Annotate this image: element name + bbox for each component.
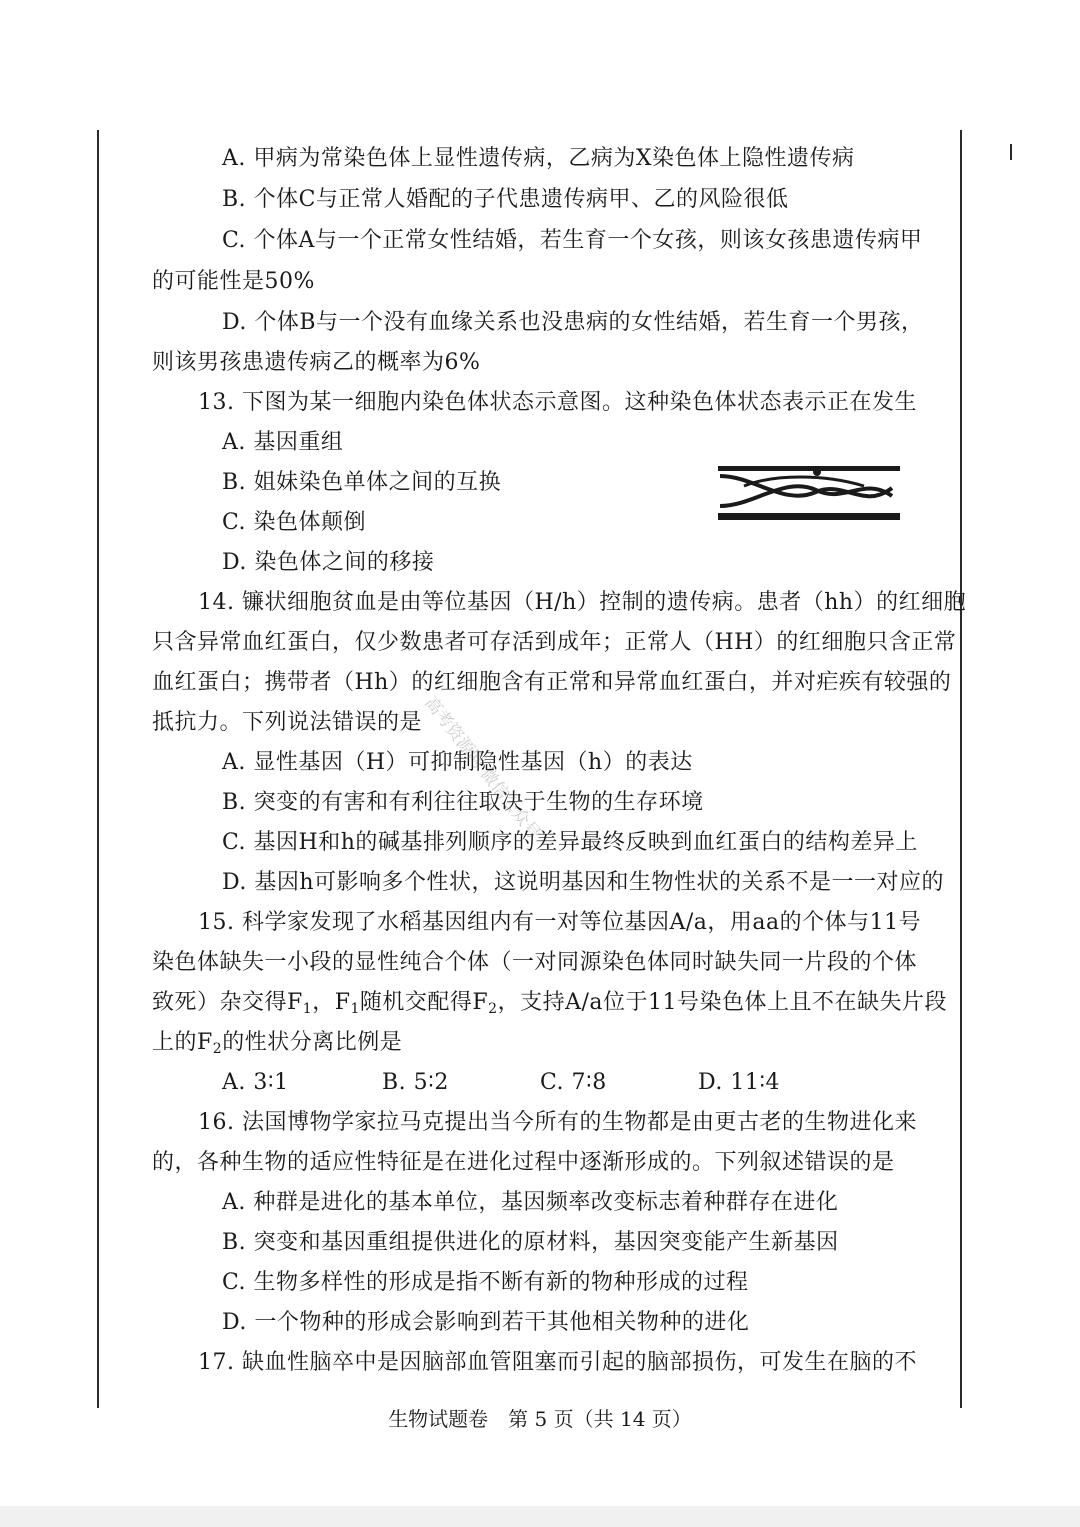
q16-option-c: C. 生物多样性的形成是指不断有新的物种形成的过程 (222, 1270, 749, 1295)
q17-stem-line1: 17. 缺血性脑卒中是因脑部血管阻塞而引起的脑部损伤，可发生在脑的不 (198, 1350, 917, 1375)
q12-option-c-line1: C. 个体A与一个正常女性结婚，若生育一个女孩，则该女孩患遗传病甲 (222, 228, 923, 253)
q16-option-a: A. 种群是进化的基本单位，基因频率改变标志着种群存在进化 (222, 1190, 839, 1215)
q15-option-b: B. 5∶2 (382, 1070, 449, 1095)
page-footer: 生物试题卷 第 5 页（共 14 页） (388, 1407, 692, 1431)
scan-bottom-edge (0, 1506, 1080, 1527)
right-margin-rule (960, 130, 962, 1408)
q14-stem-line2: 只含异常血红蛋白，仅少数患者可存活到成年；正常人（HH）的红细胞只含正常 (152, 630, 957, 655)
q12-option-d-line2: 则该男孩患遗传病乙的概率为6% (152, 350, 481, 375)
q16-stem-line2: 的，各种生物的适应性特征是在进化过程中逐渐形成的。下列叙述错误的是 (152, 1150, 895, 1175)
left-margin-rule (97, 130, 99, 1408)
watermark: 高考资源网 微信公众号 (420, 693, 545, 844)
q13-option-b: B. 姐妹染色单体之间的互换 (222, 470, 502, 495)
q16-option-d: D. 一个物种的形成会影响到若干其他相关物种的进化 (222, 1310, 750, 1335)
q13-option-a: A. 基因重组 (222, 430, 344, 455)
q14-option-a: A. 显性基因（H）可抑制隐性基因（h）的表达 (222, 750, 693, 775)
q13-option-d: D. 染色体之间的移接 (222, 550, 435, 575)
q15-stem-line3: 致死）杂交得$F_1$，$F_1$随机交配得$F_2$，支持A/a位于11号染色体上且不在缺失片段 (152, 990, 947, 1017)
q15-option-a: A. 3∶1 (222, 1070, 289, 1095)
q15-option-d: D. 11∶4 (698, 1070, 781, 1095)
q14-stem-line4: 抵抗力。下列说法错误的是 (152, 710, 423, 735)
q15-option-c: C. 7∶8 (540, 1070, 607, 1095)
q12-option-c-line2: 的可能性是50% (152, 269, 315, 294)
q16-option-b: B. 突变和基因重组提供进化的原材料，基因突变能产生新基因 (222, 1230, 839, 1255)
q14-stem-line1: 14. 镰状细胞贫血是由等位基因（H/h）控制的遗传病。患者（hh）的红细胞 (198, 590, 967, 615)
q14-option-d: D. 基因h可影响多个性状，这说明基因和生物性状的关系不是一一对应的 (222, 870, 945, 895)
q13-option-c: C. 染色体颠倒 (222, 510, 367, 535)
q14-stem-line3: 血红蛋白；携带者（Hh）的红细胞含有正常和异常血红蛋白，并对疟疾有较强的 (152, 670, 952, 695)
q14-option-b: B. 突变的有害和有利往往取决于生物的生存环境 (222, 790, 704, 815)
q15-stem-line2: 染色体缺失一小段的显性纯合个体（一对同源染色体同时缺失同一片段的个体 (152, 950, 918, 975)
q12-option-b: B. 个体C与正常人婚配的子代患遗传病甲、乙的风险很低 (222, 187, 789, 212)
q16-stem-line1: 16. 法国博物学家拉马克提出当今所有的生物都是由更古老的生物进化来 (198, 1110, 917, 1135)
chromosome-crossover-diagram (714, 462, 904, 526)
q15-stem-line4: 上的$F_2$的性状分离比例是 (152, 1030, 403, 1057)
q12-option-a: A. 甲病为常染色体上显性遗传病，乙病为X染色体上隐性遗传病 (222, 146, 855, 171)
q15-stem-line1: 15. 科学家发现了水稻基因组内有一对等位基因A/a，用aa的个体与11号 (198, 910, 922, 935)
q13-stem: 13. 下图为某一细胞内染色体状态示意图。这种染色体状态表示正在发生 (198, 390, 917, 415)
q12-option-d-line1: D. 个体B与一个没有血缘关系也没患病的女性结婚，若生育一个男孩， (222, 310, 924, 335)
q14-option-c: C. 基因H和h的碱基排列顺序的差异最终反映到血红蛋白的结构差异上 (222, 830, 918, 855)
binding-tick-mark (1010, 144, 1012, 160)
